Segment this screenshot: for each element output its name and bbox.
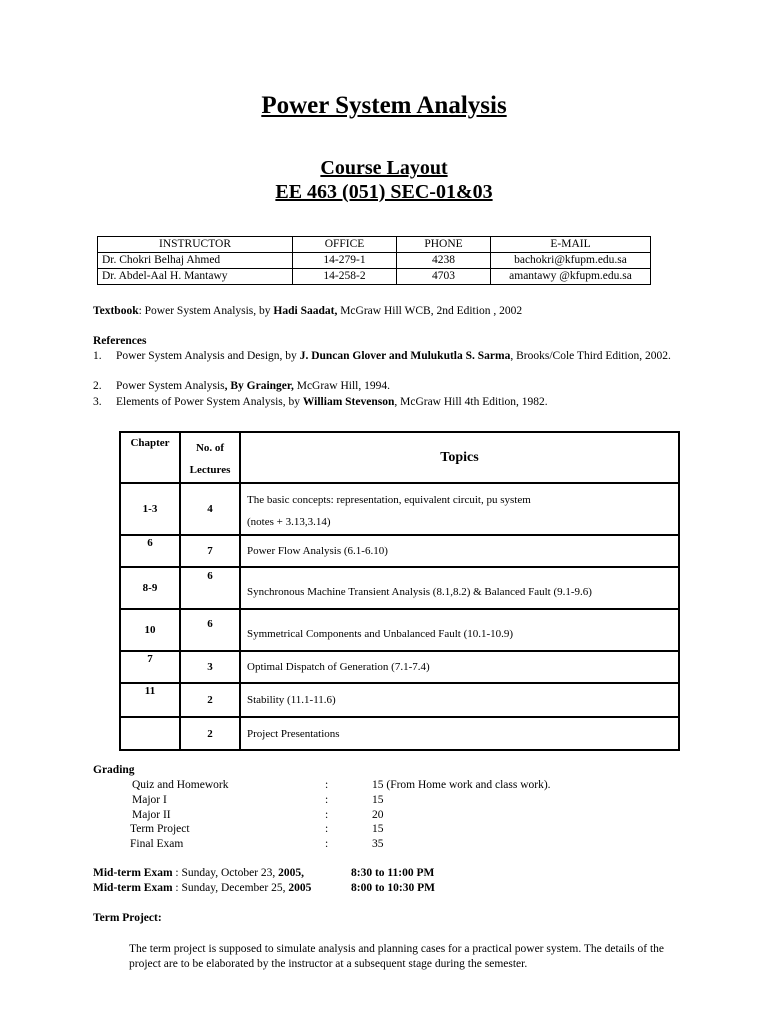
topic-cell: Optimal Dispatch of Generation (7.1-7.4) (240, 651, 679, 683)
grading-label: Term Project (130, 823, 190, 835)
reference-number: 3. (93, 396, 102, 408)
reference-number: 2. (93, 380, 102, 392)
lectures-cell: 7 (180, 535, 240, 567)
table-row (120, 483, 679, 535)
chapter-cell: 7 (120, 651, 180, 683)
table-row (120, 567, 679, 609)
topic-cell: Synchronous Machine Transient Analysis (8.1,8.2) & Balanced Fault (9.1-9.6) (240, 567, 679, 609)
reference-number: 1. (93, 350, 102, 362)
course-layout-heading: Course Layout (320, 157, 448, 179)
topic-cell: Stability (11.1-11.6) (240, 683, 679, 717)
topic-cell: Symmetrical Components and Unbalanced Fault (10.1-10.9) (240, 609, 679, 651)
topic-cell: Project Presentations (240, 717, 679, 750)
email-address: amantawy @kfupm.edu.sa (491, 269, 651, 285)
office-number: 14-258-2 (293, 269, 397, 285)
reference-text: Power System Analysis, By Grainger, McGraw Hill, 1994. (116, 380, 390, 392)
exam-date: : Sunday, December 25, (172, 882, 289, 894)
exam-line (93, 866, 304, 881)
grading-colon: : (325, 809, 329, 821)
textbook-line (93, 304, 522, 319)
exam-time: 8:30 to 11:00 PM (351, 867, 435, 879)
instructor-header: INSTRUCTOR (98, 237, 293, 253)
chapter-cell: 10 (120, 609, 180, 651)
instructor-name: Dr. Abdel-Aal H. Mantawy (98, 269, 293, 285)
table-row (98, 253, 651, 269)
term-project-text: The term project is supposed to simulate analysis and planning cases for a practical power system. The details of the project are to be elaborated by the instructor at a subsequent stage during the semester. (129, 943, 665, 970)
table-row (120, 683, 679, 717)
office-number: 14-279-1 (293, 253, 397, 269)
topics-table (119, 431, 680, 751)
topic-cell: Power Flow Analysis (6.1-6.10) (240, 535, 679, 567)
phone-number: 4703 (397, 269, 491, 285)
exam-year: 2005 (288, 882, 312, 894)
grading-value: 35 (372, 838, 384, 850)
chapter-cell: 6 (120, 535, 180, 567)
grading-colon: : (325, 779, 329, 791)
lectures-cell: 2 (180, 717, 240, 750)
topics-header: Topics (240, 432, 679, 483)
table-row (98, 269, 651, 285)
instructor-table-header (98, 237, 651, 253)
table-row (120, 651, 679, 683)
exam-label: Mid-term Exam (93, 882, 173, 894)
lectures-cell: 2 (180, 683, 240, 717)
grading-colon: : (325, 794, 329, 806)
phone-number: 4238 (397, 253, 491, 269)
grading-label: Major II (132, 809, 171, 821)
phone-header: PHONE (397, 237, 491, 253)
textbook-author: Hadi Saadat, (273, 305, 338, 317)
exam-label: Mid-term Exam (93, 867, 173, 879)
grading-value: 20 (372, 809, 384, 821)
table-row (120, 535, 679, 567)
document-title: Power System Analysis (261, 92, 507, 119)
email-address: bachokri@kfupm.edu.sa (491, 253, 651, 269)
chapter-cell: 11 (120, 683, 180, 717)
lectures-cell: 6 (180, 567, 240, 609)
grading-heading: Grading (93, 764, 135, 776)
exam-time: 8:00 to 10:30 PM (351, 882, 435, 894)
table-row (120, 717, 679, 750)
instructor-name: Dr. Chokri Belhaj Ahmed (98, 253, 293, 269)
textbook-label: Textbook (93, 305, 139, 317)
grading-colon: : (325, 838, 329, 850)
lectures-cell: 4 (180, 483, 240, 535)
exam-line (93, 881, 311, 896)
lectures-cell: 3 (180, 651, 240, 683)
lectures-header: No. of Lectures (180, 432, 240, 483)
chapter-cell: 1-3 (120, 483, 180, 535)
topics-table-header (120, 432, 679, 483)
reference-text: Power System Analysis and Design, by J. Duncan Glover and Mulukutla S. Sarma, Brooks/Cole Third Edition, 2002. (116, 350, 671, 362)
grading-label: Quiz and Homework (132, 779, 229, 791)
grading-colon: : (325, 823, 329, 835)
course-code-heading: EE 463 (051) SEC-01&03 (275, 181, 493, 203)
email-header: E-MAIL (491, 237, 651, 253)
grading-label: Final Exam (130, 838, 184, 850)
office-header: OFFICE (293, 237, 397, 253)
chapter-header: Chapter (120, 432, 180, 483)
instructor-table (97, 236, 651, 285)
exam-year: 2005, (278, 867, 305, 879)
exam-date: : Sunday, October 23, (172, 867, 279, 879)
grading-value: 15 (372, 794, 384, 806)
chapter-cell: 8-9 (120, 567, 180, 609)
textbook-post: McGraw Hill WCB, 2nd Edition , 2002 (337, 305, 523, 317)
textbook-pre: : Power System Analysis, by (138, 305, 274, 317)
term-project-heading: Term Project: (93, 912, 162, 924)
grading-value: 15 (From Home work and class work). (372, 779, 551, 791)
grading-label: Major I (132, 794, 167, 806)
chapter-cell (120, 717, 180, 750)
topic-cell: The basic concepts: representation, equivalent circuit, pu system (notes + 3.13,3.14) (240, 483, 679, 535)
reference-text: Elements of Power System Analysis, by William Stevenson, McGraw Hill 4th Edition, 1982. (116, 396, 548, 408)
table-row (120, 609, 679, 651)
lectures-cell: 6 (180, 609, 240, 651)
references-heading: References (93, 335, 147, 347)
grading-value: 15 (372, 823, 384, 835)
